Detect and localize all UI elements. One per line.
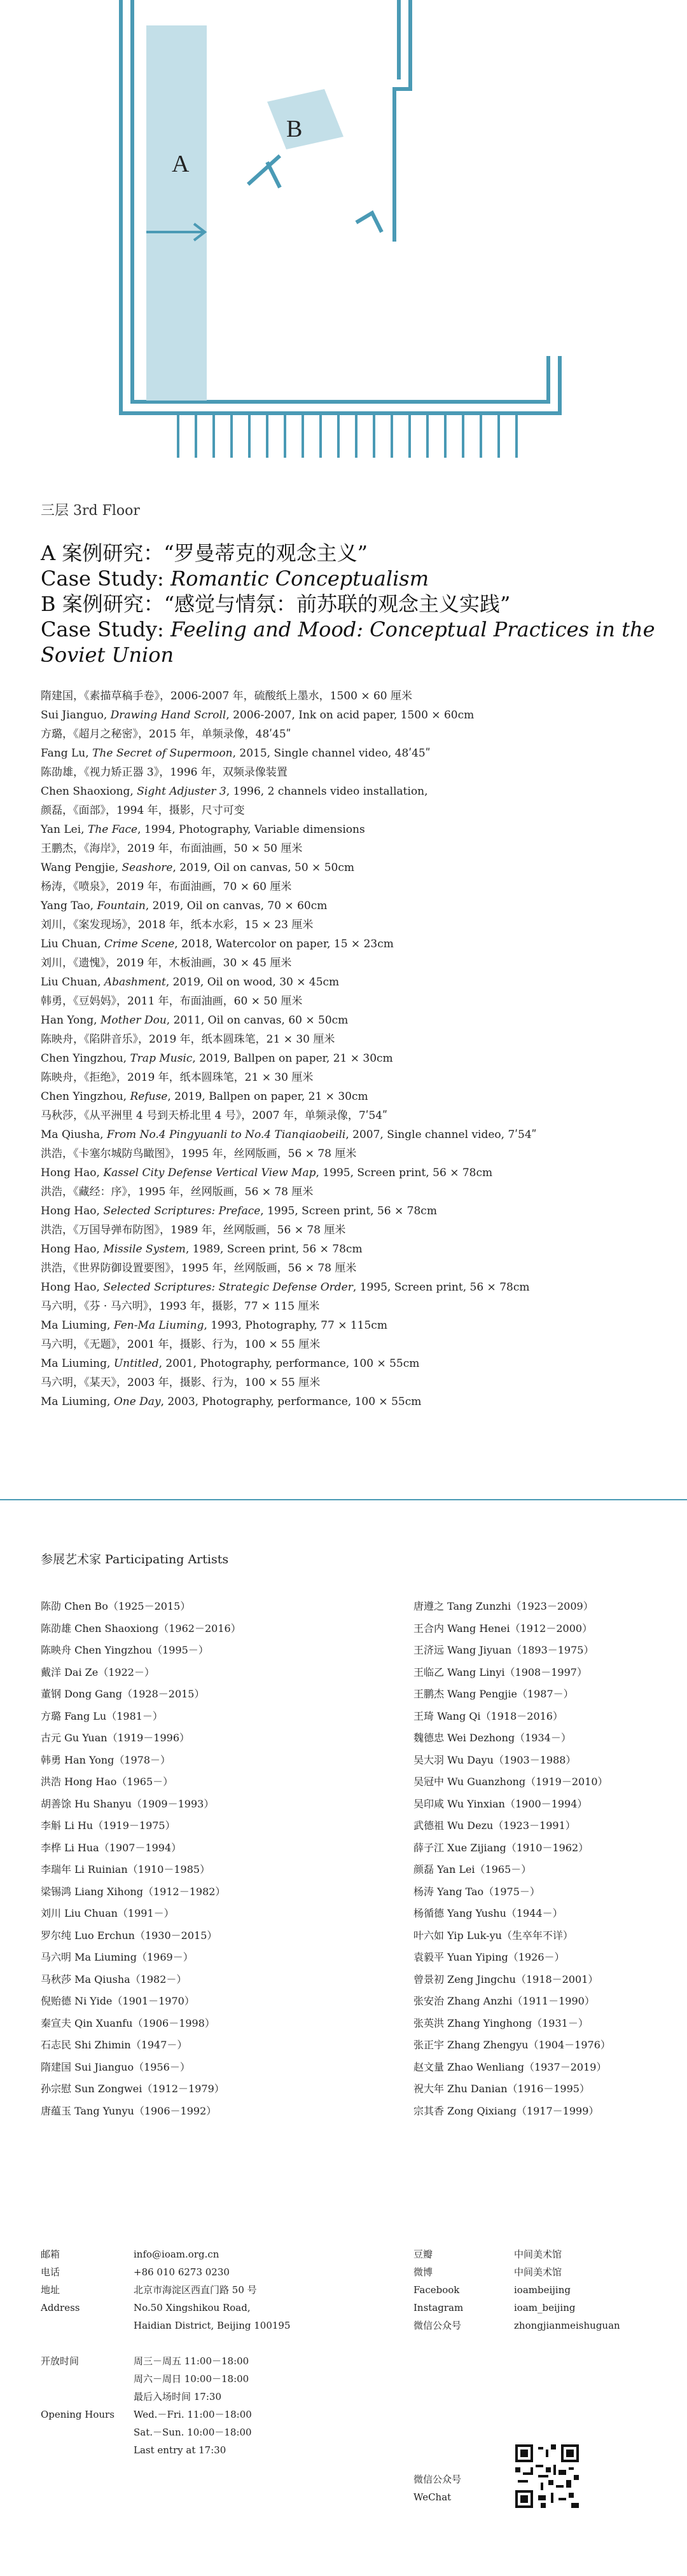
artist-entry: 古元 Gu Yuan（1919－1996） [41, 1732, 190, 1744]
wechat-caption [413, 2470, 461, 2506]
contact-value: No.50 Xingshikou Road, [134, 2302, 251, 2313]
artist-entry: 袁毅平 Yuan Yiping（1926－） [413, 1951, 565, 1963]
stair-stripes [178, 413, 517, 458]
contact-value: +86 010 6273 0230 [134, 2266, 230, 2278]
work-entry: Liu Chuan, Abashment, 2019, Oil on wood, 30 × 45cm [41, 976, 340, 989]
artist-entry: 叶六如 Yip Luk-yu（生卒年不详） [413, 1929, 573, 1942]
artist-entry: 张安治 Zhang Anzhi（1911－1990） [413, 1995, 595, 2007]
room-a-label: A [172, 151, 190, 177]
artist-entry: 隋建国 Sui Jianguo（1956－） [41, 2060, 190, 2073]
work-entry: 陈映舟，《陷阱音乐》，2019 年，纸本圆珠笔，21 × 30 厘米 [41, 1033, 335, 1046]
work-entry: Hong Hao, Missile System, 1989, Screen print, 56 × 78cm [41, 1243, 363, 1256]
work-entry: Chen Yingzhou, Refuse, 2019, Ballpen on paper, 21 × 30cm [41, 1090, 368, 1103]
contact-label: 地址 [41, 2284, 60, 2296]
work-entry: Chen Yingzhou, Trap Music, 2019, Ballpen on paper, 21 × 30cm [41, 1052, 393, 1065]
social-label: Instagram [413, 2302, 464, 2313]
contact-label: 开放时间 [41, 2355, 80, 2367]
work-entry: 马六明，《芬 · 马六明》，1993 年，摄影，77 × 115 厘米 [41, 1300, 320, 1313]
work-entry: 刘川，《遗愧》，2019 年，木板油画，30 × 45 厘米 [41, 957, 292, 969]
artist-entry: 刘川 Liu Chuan（1991－） [41, 1907, 174, 1919]
work-entry: Hong Hao, Selected Scriptures: Strategic Defense Order, 1995, Screen print, 56 × 78cm [41, 1281, 530, 1294]
social-value: 中间美术馆 [514, 2266, 562, 2278]
contact-label: 电话 [41, 2266, 60, 2278]
artist-entry: 李斛 Li Hu（1919－1975） [41, 1819, 176, 1832]
section-a-zh-title: A 案例研究：“罗曼蒂克的观念主义” [41, 541, 368, 565]
artist-entry: 孙宗慰 Sun Zongwei（1912－1979） [41, 2083, 225, 2095]
work-entry: 颜磊，《面部》，1994 年，摄影，尺寸可变 [41, 804, 245, 817]
work-entry: Ma Liuming, One Day, 2003, Photography, performance, 100 × 55cm [41, 1395, 422, 1408]
work-entry: 洪浩，《卡塞尔城防鸟瞰图》，1995 年，丝网版画，56 × 78 厘米 [41, 1148, 357, 1160]
artist-entry: 李瑞年 Li Ruinian（1910－1985） [41, 1863, 211, 1875]
artist-entry: 吴印咸 Wu Yinxian（1900－1994） [413, 1797, 588, 1810]
artists-column-left [41, 1596, 333, 2122]
contact-label: Opening Hours [41, 2409, 114, 2420]
work-entry: 刘川，《案发现场》，2018 年，纸本水彩，15 × 23 厘米 [41, 919, 314, 931]
artist-entry: 张英洪 Zhang Yinghong（1931－） [413, 2017, 588, 2029]
work-entry: Ma Liuming, Fen-Ma Liuming, 1993, Photography, 77 × 115cm [41, 1319, 387, 1332]
work-entry: 洪浩，《世界防御设置要图》，1995 年，丝网版画，56 × 78 厘米 [41, 1262, 357, 1275]
work-entry: Sui Jianguo, Drawing Hand Scroll, 2006-2007, Ink on acid paper, 1500 × 60cm [41, 709, 475, 722]
section-titles [41, 540, 664, 668]
contact-label [41, 2441, 114, 2459]
artists-column-right [413, 1596, 687, 2122]
contact-value: Sat.－Sun. 10:00－18:00 [134, 2427, 252, 2438]
artist-entry: 唐蕴玉 Tang Yunyu（1906－1992） [41, 2104, 217, 2117]
contact-value [134, 2334, 291, 2352]
artist-entry: 魏德忠 Wei Dezhong（1934－） [413, 1732, 571, 1744]
artist-entry: 王鹏杰 Wang Pengjie（1987－） [413, 1688, 574, 1700]
floor-plan-right-wall [394, 0, 410, 242]
artist-entry: 宗其香 Zong Qixiang（1917－1999） [413, 2104, 599, 2117]
artist-entry: 洪浩 Hong Hao（1965－） [41, 1776, 174, 1788]
artist-entry: 陈劭雄 Chen Shaoxiong（1962－2016） [41, 1622, 241, 1634]
section-b-zh-title: B 案例研究：“感觉与情氛：前苏联的观念主义实践” [41, 592, 511, 616]
artist-entry: 杨循德 Yang Yushu（1944－） [413, 1907, 563, 1919]
wechat-caption-en: WeChat [413, 2491, 452, 2503]
artist-entry: 韩勇 Han Yong（1978－） [41, 1753, 171, 1766]
social-value: ioam_beijing [514, 2302, 576, 2313]
artist-entry: 曾景初 Zeng Jingchu（1918－2001） [413, 1973, 599, 1985]
work-entry: Han Yong, Mother Dou, 2011, Oil on canvas, 60 × 50cm [41, 1014, 349, 1027]
wechat-caption-zh: 微信公众号 [413, 2474, 462, 2485]
work-entry: Hong Hao, Kassel City Defense Vertical View Map, 1995, Screen print, 56 × 78cm [41, 1167, 493, 1179]
contact-label [41, 2388, 114, 2406]
social-label: 微博 [413, 2266, 433, 2278]
floor-plan-small-mark [356, 213, 382, 232]
artist-entry: 梁锡鸿 Liang Xihong（1912－1982） [41, 1885, 226, 1898]
artist-entry: 祝大年 Zhu Danian（1916－1995） [413, 2083, 590, 2095]
work-entry: 韩勇，《豆妈妈》，2011 年，布面油画，60 × 50 厘米 [41, 995, 303, 1008]
contact-value: 最后入场时间 17:30 [134, 2391, 221, 2402]
work-entry: 王鹏杰，《海岸》，2019 年，布面油画，50 × 50 厘米 [41, 842, 303, 855]
work-entry: Liu Chuan, Crime Scene, 2018, Watercolor on paper, 15 × 23cm [41, 938, 394, 950]
artist-entry: 吴大羽 Wu Dayu（1903－1988） [413, 1753, 576, 1766]
artist-entry: 颜磊 Yan Lei（1965－） [413, 1863, 532, 1875]
contact-label [41, 2317, 114, 2334]
section-divider [0, 1499, 687, 1500]
room-b-area [267, 89, 344, 149]
artist-entry: 吴冠中 Wu Guanzhong（1919－2010） [413, 1776, 608, 1788]
social-label: 微信公众号 [413, 2320, 462, 2331]
contact-values-left [134, 2245, 291, 2459]
artist-entry: 戴洋 Dai Ze（1922－） [41, 1666, 155, 1678]
artist-entry: 赵文量 Zhao Wenliang（1937－2019） [413, 2060, 607, 2073]
artist-entry: 王琦 Wang Qi（1918－2016） [413, 1709, 563, 1722]
artist-entry: 罗尔纯 Luo Erchun（1930－2015） [41, 1929, 218, 1942]
artists-heading: 参展艺术家 Participating Artists [41, 1552, 229, 1566]
work-entry: Hong Hao, Selected Scriptures: Preface, 1995, Screen print, 56 × 78cm [41, 1205, 437, 1217]
work-entry: Chen Shaoxiong, Sight Adjuster 3, 1996, 2 channels video installation, [41, 785, 428, 798]
contact-value: Haidian District, Beijing 100195 [134, 2320, 291, 2331]
artist-entry: 王济远 Wang Jiyuan（1893－1975） [413, 1644, 594, 1656]
social-value: ioambeijing [514, 2284, 571, 2296]
artist-entry: 杨涛 Yang Tao（1975－） [413, 1885, 540, 1898]
work-entry: 马秋莎，《从平洲里 4 号到天桥北里 4 号》，2007 年，单频录像，7ʹ54ʺ [41, 1109, 387, 1122]
artist-entry: 王合内 Wang Henei（1912－2000） [413, 1622, 593, 1634]
artist-entry: 董钢 Dong Gang（1928－2015） [41, 1688, 205, 1700]
floor-label: 三层 3rd Floor [41, 503, 140, 519]
contact-label: Address [41, 2302, 80, 2313]
section-a-en-title: Case Study: Romantic Conceptualism [41, 566, 429, 591]
work-entry: Ma Qiusha, From No.4 Pingyuanli to No.4 Tianqiaobeili, 2007, Single channel video, 7ʹ54ʺ [41, 1128, 537, 1141]
work-entry: Fang Lu, The Secret of Supermoon, 2015, Single channel video, 48ʹ45ʺ [41, 747, 431, 760]
artist-entry: 唐遵之 Tang Zunzhi（1923－2009） [413, 1600, 593, 1612]
contact-labels-left [41, 2245, 114, 2459]
contact-label [41, 2423, 114, 2441]
work-entry: Wang Pengjie, Seashore, 2019, Oil on canvas, 50 × 50cm [41, 861, 354, 874]
room-b-label: B [286, 116, 303, 142]
contact-value: Wed.－Fri. 11:00－18:00 [134, 2409, 252, 2420]
work-entry: 马六明，《某天》，2003 年，摄影、行为，100 × 55 厘米 [41, 1376, 321, 1389]
artist-entry: 胡善馀 Hu Shanyu（1909－1993） [41, 1797, 214, 1810]
work-entry: 隋建国，《素描草稿手卷》，2006-2007 年，硫酸纸上墨水，1500 × 60 厘米 [41, 690, 413, 702]
work-entry: 陈劭雄，《视力矫正器 3》，1996 年，双频录像装置 [41, 766, 288, 779]
floor-plan-partition [248, 156, 280, 188]
artist-entry: 王临乙 Wang Linyi（1908－1997） [413, 1666, 587, 1678]
artist-entry: 方璐 Fang Lu（1981－） [41, 1709, 163, 1722]
contact-label: 邮箱 [41, 2249, 60, 2260]
artist-entry: 马六明 Ma Liuming（1969－） [41, 1951, 193, 1963]
works-list [41, 687, 664, 1411]
section-b-en-title: Case Study: Feeling and Mood: Conceptual Practices in the Soviet Union [41, 617, 655, 667]
work-entry: 方璐，《超月之秘密》，2015 年，单频录像，48ʹ45ʺ [41, 728, 291, 741]
artist-entry: 李桦 Li Hua（1907－1994） [41, 1841, 182, 1854]
contact-label [41, 2334, 114, 2352]
work-entry: 洪浩，《万国导弹布防图》，1989 年，丝网版画，56 × 78 厘米 [41, 1224, 346, 1237]
work-entry: 马六明，《无题》，2001 年，摄影、行为，100 × 55 厘米 [41, 1338, 321, 1351]
social-label: Facebook [413, 2284, 460, 2296]
artist-entry: 武德祖 Wu Dezu（1923－1991） [413, 1819, 576, 1832]
contact-value: 北京市海淀区西直门路 50 号 [134, 2284, 257, 2296]
work-entry: 杨涛，《喷泉》，2019 年，布面油画，70 × 60 厘米 [41, 880, 292, 893]
room-a-area [146, 25, 207, 401]
artist-entry: 马秋莎 Ma Qiusha（1982－） [41, 1973, 187, 1985]
contact-value: Last entry at 17:30 [134, 2444, 226, 2456]
contact-values-right [514, 2245, 620, 2334]
work-entry: Ma Liuming, Untitled, 2001, Photography, performance, 100 × 55cm [41, 1357, 420, 1370]
artist-entry: 秦宣夫 Qin Xuanfu（1906－1998） [41, 2017, 215, 2029]
social-value: 中间美术馆 [514, 2249, 562, 2260]
artist-entry: 薛子江 Xue Zijiang（1910－1962） [413, 1841, 589, 1854]
artist-entry: 陈劭 Chen Bo（1925－2015） [41, 1600, 191, 1612]
work-entry: Yang Tao, Fountain, 2019, Oil on canvas, 70 × 60cm [41, 900, 328, 912]
artist-entry: 石志民 Shi Zhimin（1947－） [41, 2039, 188, 2051]
contact-value: 周三－周五 11:00－18:00 [134, 2355, 249, 2367]
contact-value: info@ioam.org.cn [134, 2249, 219, 2260]
social-value: zhongjianmeishuguan [514, 2320, 620, 2331]
contact-label [41, 2370, 114, 2388]
contact-value: 周六－周日 10:00－18:00 [134, 2373, 249, 2385]
artist-entry: 倪贻德 Ni Yide（1901－1970） [41, 1995, 195, 2007]
artist-entry: 张正宇 Zhang Zhengyu（1904－1976） [413, 2039, 611, 2051]
contact-labels-right [413, 2245, 463, 2334]
floor-plan [0, 0, 687, 458]
work-entry: Yan Lei, The Face, 1994, Photography, Variable dimensions [41, 823, 365, 836]
work-entry: 陈映舟，《拒绝》，2019 年，纸本圆珠笔，21 × 30 厘米 [41, 1071, 314, 1084]
social-label: 豆瓣 [413, 2249, 433, 2260]
wechat-qr-code [515, 2444, 579, 2508]
work-entry: 洪浩，《藏经：序》，1995 年，丝网版画，56 × 78 厘米 [41, 1186, 314, 1198]
artist-entry: 陈映舟 Chen Yingzhou（1995－） [41, 1644, 209, 1656]
